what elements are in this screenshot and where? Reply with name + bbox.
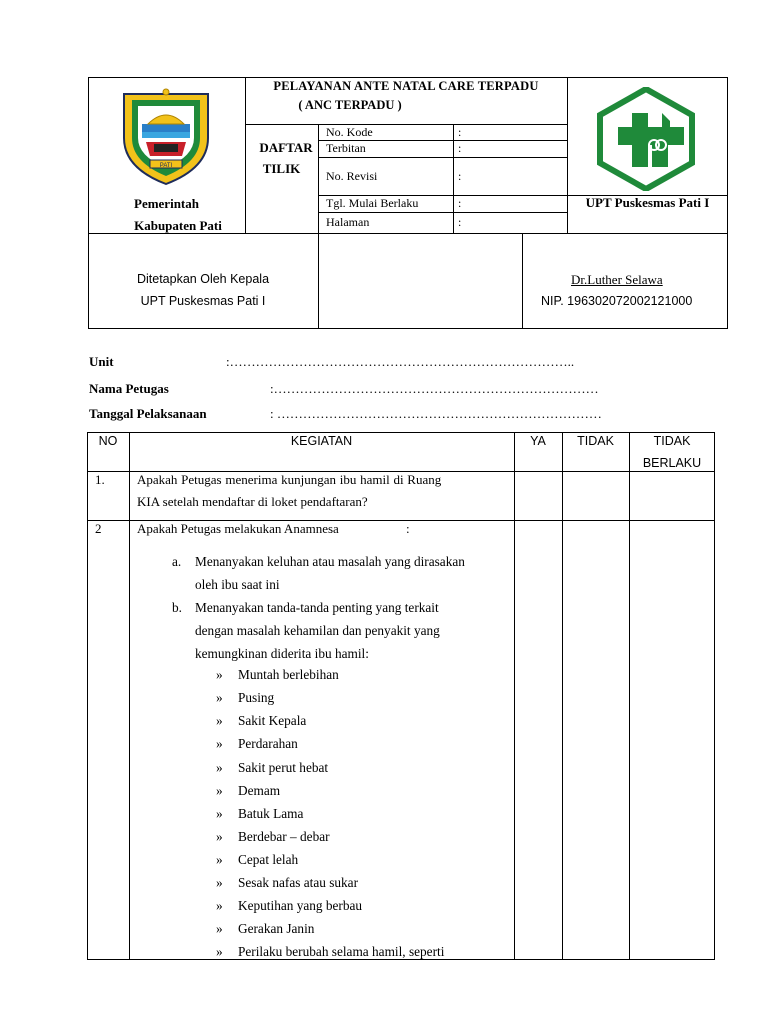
bullet-marker: » — [216, 760, 223, 775]
bullet-marker: » — [216, 713, 223, 728]
field-value-terbitan: : — [458, 141, 462, 155]
bullet-text: Berdebar – debar — [238, 829, 330, 844]
fields-line — [318, 212, 567, 213]
header-tidak: TIDAK — [577, 434, 614, 448]
petugas-input[interactable]: :………………………………………………………………… — [270, 381, 599, 396]
header-tidak-berlaku-2: BERLAKU — [642, 456, 702, 470]
bullet-marker: » — [216, 852, 223, 867]
unit-label: Unit — [89, 354, 114, 369]
right-org-name: UPT Puskesmas Pati I — [585, 195, 710, 210]
field-label-no-kode: No. Kode — [326, 125, 373, 139]
row2-title: Apakah Petugas melakukan Anamnesa — [137, 521, 339, 536]
org-name-line2: Kabupaten Pati — [134, 218, 222, 233]
fields-line — [318, 157, 567, 158]
doc-type-line2: TILIK — [262, 161, 301, 176]
bullet-text: Sakit perut hebat — [238, 760, 329, 775]
bullet-text: Sakit Kepala — [238, 713, 307, 728]
fields-line — [245, 124, 567, 125]
bullet-marker: » — [216, 898, 223, 913]
approval-line1: Ditetapkan Oleh Kepala — [136, 272, 270, 286]
field-value-no-kode: : — [458, 125, 462, 139]
bullet-marker: » — [216, 736, 223, 751]
bullet-text: Gerakan Janin — [238, 921, 315, 936]
petugas-label: Nama Petugas — [89, 381, 169, 396]
row1-text-line1: Apakah Petugas menerima kunjungan ibu hamil di Ruang — [137, 472, 442, 487]
row2-sub-b-line2: dengan masalah kehamilan dan penyakit yang — [195, 623, 440, 638]
row1-no: 1. — [95, 472, 105, 487]
bullet-marker: » — [216, 875, 223, 890]
doc-type-line1: DAFTAR — [259, 140, 313, 155]
approval-col-line — [522, 233, 523, 329]
bullet-text: Cepat lelah — [238, 852, 299, 867]
tanggal-label: Tanggal Pelaksanaan — [89, 406, 207, 421]
row2-sub-b-marker: b. — [172, 600, 182, 615]
field-label-no-revisi: No. Revisi — [326, 169, 378, 183]
approval-col-line — [318, 233, 319, 329]
bullet-text: Pusing — [238, 690, 275, 705]
row1-text-line2: KIA setelah mendaftar di loket pendaftaran? — [137, 494, 368, 509]
row2-sub-b-line1: Menanyakan tanda-tanda penting yang terkait — [195, 600, 439, 615]
header-no: NO — [98, 434, 118, 448]
row2-sub-a-line1: Menanyakan keluhan atau masalah yang dirasakan — [195, 554, 465, 569]
bullet-text: Muntah berlebihan — [238, 667, 339, 682]
tanggal-input[interactable]: : ………………………………………………………………… — [270, 406, 602, 421]
bullet-text: Perilaku berubah selama hamil, seperti — [238, 944, 445, 959]
table-col-line — [129, 432, 130, 960]
bullet-text: Keputihan yang berbau — [238, 898, 363, 913]
field-label-terbitan: Terbitan — [326, 141, 366, 155]
approval-line2: UPT Puskesmas Pati I — [140, 294, 266, 308]
bullet-text: Batuk Lama — [238, 806, 304, 821]
table-col-line — [562, 432, 563, 960]
field-value-halaman: : — [458, 215, 462, 229]
bullet-text: Demam — [238, 783, 281, 798]
signer-nip: NIP. 196302072002121000 — [541, 294, 693, 308]
header-ya: YA — [530, 434, 546, 448]
signer-name: Dr.Luther Selawa — [571, 272, 663, 287]
row2-sub-a-line2: oleh ibu saat ini — [195, 577, 280, 592]
field-label-halaman: Halaman — [326, 215, 370, 229]
header-kegiatan: KEGIATAN — [290, 434, 353, 448]
table-col-line — [514, 432, 515, 960]
unit-input[interactable]: :…………………………………………………………………….. — [226, 354, 575, 369]
table-col-line — [629, 432, 630, 960]
field-value-no-revisi: : — [458, 169, 462, 183]
row2-no: 2 — [95, 521, 102, 536]
field-label-tgl-mulai: Tgl. Mulai Berlaku — [326, 196, 419, 210]
bullet-marker: » — [216, 690, 223, 705]
crest-label: PATI — [159, 163, 173, 169]
bullet-marker: » — [216, 921, 223, 936]
row2-sub-b-line3: kemungkinan diderita ibu hamil: — [195, 646, 369, 661]
bullet-marker: » — [216, 667, 223, 682]
document-title-line2: ( ANC TERPADU ) — [298, 98, 402, 112]
bullet-marker: » — [216, 783, 223, 798]
bullet-text: Perdarahan — [238, 736, 298, 751]
document-title-line1: PELAYANAN ANTE NATAL CARE TERPADU — [273, 79, 539, 93]
puskesmas-logo-icon — [596, 87, 696, 191]
field-value-tgl-mulai: : — [458, 196, 462, 210]
row2-title-colon: : — [406, 521, 410, 536]
checklist-table — [87, 432, 715, 960]
kabupaten-pati-crest-icon — [118, 84, 214, 188]
org-name-line1: Pemerintah — [134, 196, 199, 211]
row2-sub-a-marker: a. — [172, 554, 182, 569]
bullet-marker: » — [216, 806, 223, 821]
bullet-marker: » — [216, 944, 223, 959]
bullet-marker: » — [216, 829, 223, 844]
header-tidak-berlaku-1: TIDAK — [653, 434, 691, 448]
bullet-text: Sesak nafas atau sukar — [238, 875, 358, 890]
